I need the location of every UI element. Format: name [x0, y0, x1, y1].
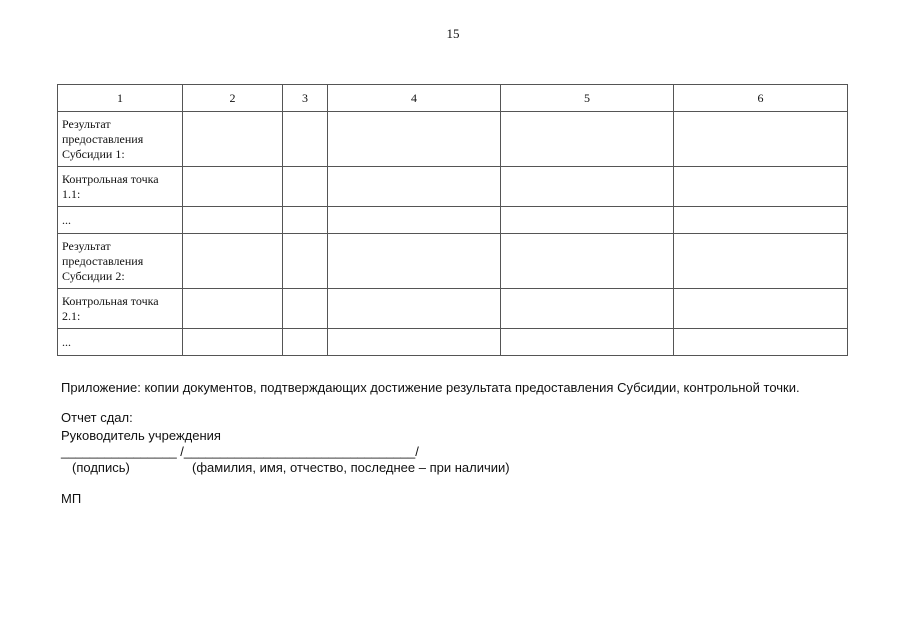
table-cell [283, 207, 328, 234]
row-label: Контрольная точка 1.1: [58, 167, 183, 207]
table-cell [674, 112, 848, 167]
table-cell [183, 329, 283, 356]
table-cell [283, 289, 328, 329]
table-cell [183, 112, 283, 167]
table-header-row [58, 85, 848, 112]
submitted-label: Отчет сдал: [61, 410, 133, 425]
row-label: Результат предоставления Субсидии 1: [58, 112, 183, 167]
table-cell [283, 167, 328, 207]
report-table [57, 84, 848, 356]
table-row [58, 329, 848, 356]
table-cell [183, 167, 283, 207]
appendix-note: Приложение: копии документов, подтверждающих достижение результата предоставления Субсидии, контрольной точки. [61, 380, 800, 395]
table-cell [183, 207, 283, 234]
column-header-5: 5 [501, 85, 674, 112]
stamp-label: МП [61, 491, 82, 506]
table-cell [501, 234, 674, 289]
table-cell [501, 289, 674, 329]
table-row [58, 167, 848, 207]
column-header-2: 2 [183, 85, 283, 112]
row-label: Результат предоставления Субсидии 2: [58, 234, 183, 289]
table-cell [328, 167, 501, 207]
table-cell [283, 329, 328, 356]
table-cell [674, 329, 848, 356]
table-cell [674, 289, 848, 329]
table-cell [501, 167, 674, 207]
table-cell [183, 289, 283, 329]
signature-caption: (подпись) [72, 460, 130, 475]
table-row [58, 112, 848, 167]
table-row [58, 289, 848, 329]
head-role-label: Руководитель учреждения [61, 428, 221, 443]
page-number: 15 [446, 26, 460, 41]
table-cell [283, 234, 328, 289]
row-label: Контрольная точка 2.1: [58, 289, 183, 329]
table-cell [328, 329, 501, 356]
table-cell [183, 234, 283, 289]
column-header-3: 3 [283, 85, 328, 112]
column-header-6: 6 [674, 85, 848, 112]
table-cell [501, 207, 674, 234]
table-cell [501, 329, 674, 356]
table-row [58, 207, 848, 234]
column-header-1: 1 [58, 85, 183, 112]
signature-line: ________________ /________________________________/ [61, 444, 419, 459]
name-caption: (фамилия, имя, отчество, последнее – при наличии) [192, 460, 510, 475]
table-cell [328, 112, 501, 167]
table-cell [328, 289, 501, 329]
table-row [58, 234, 848, 289]
table-cell [501, 112, 674, 167]
row-label: ... [58, 329, 183, 356]
table-cell [283, 112, 328, 167]
row-label: ... [58, 207, 183, 234]
table-cell [674, 207, 848, 234]
column-header-4: 4 [328, 85, 501, 112]
table-cell [328, 234, 501, 289]
table-cell [328, 207, 501, 234]
table-cell [674, 167, 848, 207]
table-cell [674, 234, 848, 289]
